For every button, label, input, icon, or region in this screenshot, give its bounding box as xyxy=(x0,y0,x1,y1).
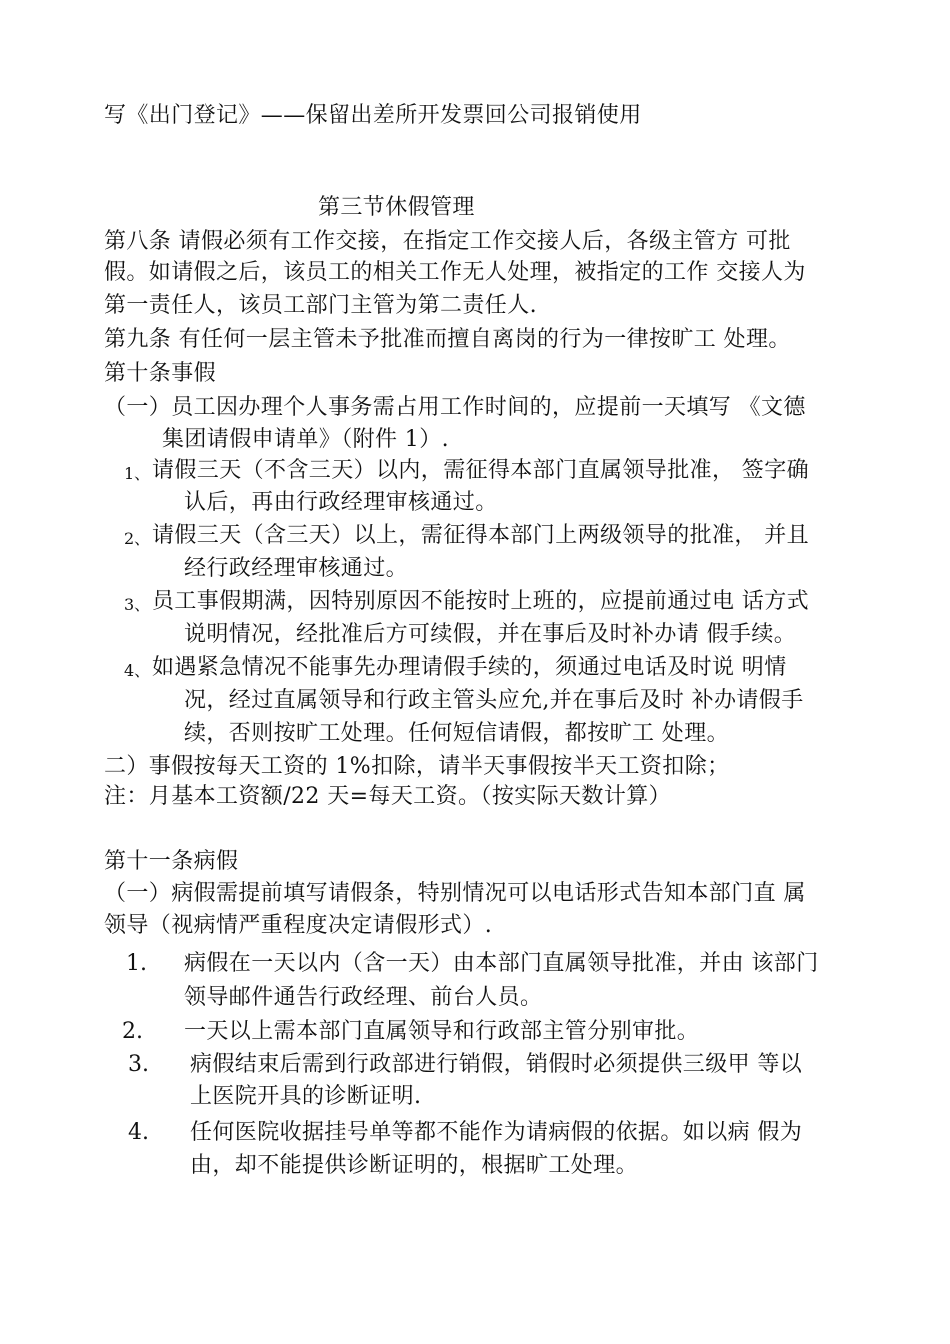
article10-item1-line1: 请假三天（不含三天）以内，需征得本部门直属领导批准， 签字确 xyxy=(152,458,809,483)
article11-item4-line2: 由，却不能提供诊断证明的，根据旷工处理。 xyxy=(190,1153,639,1178)
article11-heading: 第十一条病假 xyxy=(104,849,239,874)
article11-item1-line2: 领导邮件通告行政经理、前台人员。 xyxy=(184,985,543,1010)
list-item-number: 3、 xyxy=(124,595,151,614)
article10-item4-line2: 况，经过直属领导和行政主管头应允,并在事后及时 补办请假手 xyxy=(184,688,804,713)
list-item-number: 2、 xyxy=(124,529,151,548)
article10-item4-line3: 续，否则按旷工处理。任何短信请假，都按旷工 处理。 xyxy=(184,721,729,746)
article10-note: 注：月基本工资额/22 天=每天工资。（按实际天数计算） xyxy=(104,784,672,809)
article8-line3: 第一责任人，该员工部门主管为第二责任人. xyxy=(104,293,537,318)
article10-part2: 二）事假按每天工资的 1%扣除，请半天事假按半天工资扣除； xyxy=(104,754,730,779)
article11-item1-line1: 病假在一天以内（含一天）由本部门直属领导批准，并由 该部门 xyxy=(184,951,819,976)
article9: 第九条 有任何一层主管未予批准而擅自离岗的行为一律按旷工 处理。 xyxy=(104,327,791,352)
article10-heading: 第十条事假 xyxy=(104,361,217,386)
list-item-number: 3. xyxy=(128,1052,149,1077)
list-item-number: 4、 xyxy=(124,661,151,680)
article10-item2-line1: 请假三天（含三天）以上，需征得本部门上两级领导的批准， 并且 xyxy=(152,523,809,548)
list-item-number: 2. xyxy=(122,1019,143,1044)
article11-item3-line2: 上医院开具的诊断证明. xyxy=(190,1084,422,1109)
article11-part1-line1: （一）病假需提前填写请假条，特别情况可以电话形式告知本部门直 属 xyxy=(104,881,806,906)
article10-item1-line2: 认后，再由行政经理审核通过。 xyxy=(184,490,498,515)
article11-part1-line2: 领导（视病情严重程度决定请假形式）. xyxy=(104,913,493,938)
article10-item2-line2: 经行政经理审核通过。 xyxy=(184,556,409,581)
article10-part1-line2: 集团请假申请单》（附件 1）. xyxy=(162,427,449,452)
article11-item2-line1: 一天以上需本部门直属领导和行政部主管分别审批。 xyxy=(184,1019,700,1044)
article11-item4-line1: 任何医院收据挂号单等都不能作为请病假的依据。如以病 假为 xyxy=(190,1120,803,1145)
article10-item3-line1: 员工事假期满，因特别原因不能按时上班的，应提前通过电 话方式 xyxy=(152,589,809,614)
article10-part1-line1: （一）员工因办理个人事务需占用工作时间的，应提前一天填写 《文德 xyxy=(104,395,806,420)
article8-line2: 假。如请假之后，该员工的相关工作无人处理，被指定的工作 交接人为 xyxy=(104,260,806,285)
list-item-number: 1、 xyxy=(124,464,151,483)
article8-line1: 第八条 请假必须有工作交接，在指定工作交接人后，各级主管方 可批 xyxy=(104,229,791,254)
section-title: 第三节休假管理 xyxy=(318,195,475,220)
article11-item3-line1: 病假结束后需到行政部进行销假，销假时必须提供三级甲 等以 xyxy=(190,1052,803,1077)
article10-item4-line1: 如遇紧急情况不能事先办理请假手续的，须通过电话及时说 明情 xyxy=(152,655,787,680)
intro-line: 写《出门登记》——保留出差所开发票回公司报销使用 xyxy=(104,103,642,128)
list-item-number: 1. xyxy=(126,951,147,976)
article10-item3-line2: 说明情况，经批准后方可续假，并在事后及时补办请 假手续。 xyxy=(184,622,797,647)
list-item-number: 4. xyxy=(128,1120,149,1145)
